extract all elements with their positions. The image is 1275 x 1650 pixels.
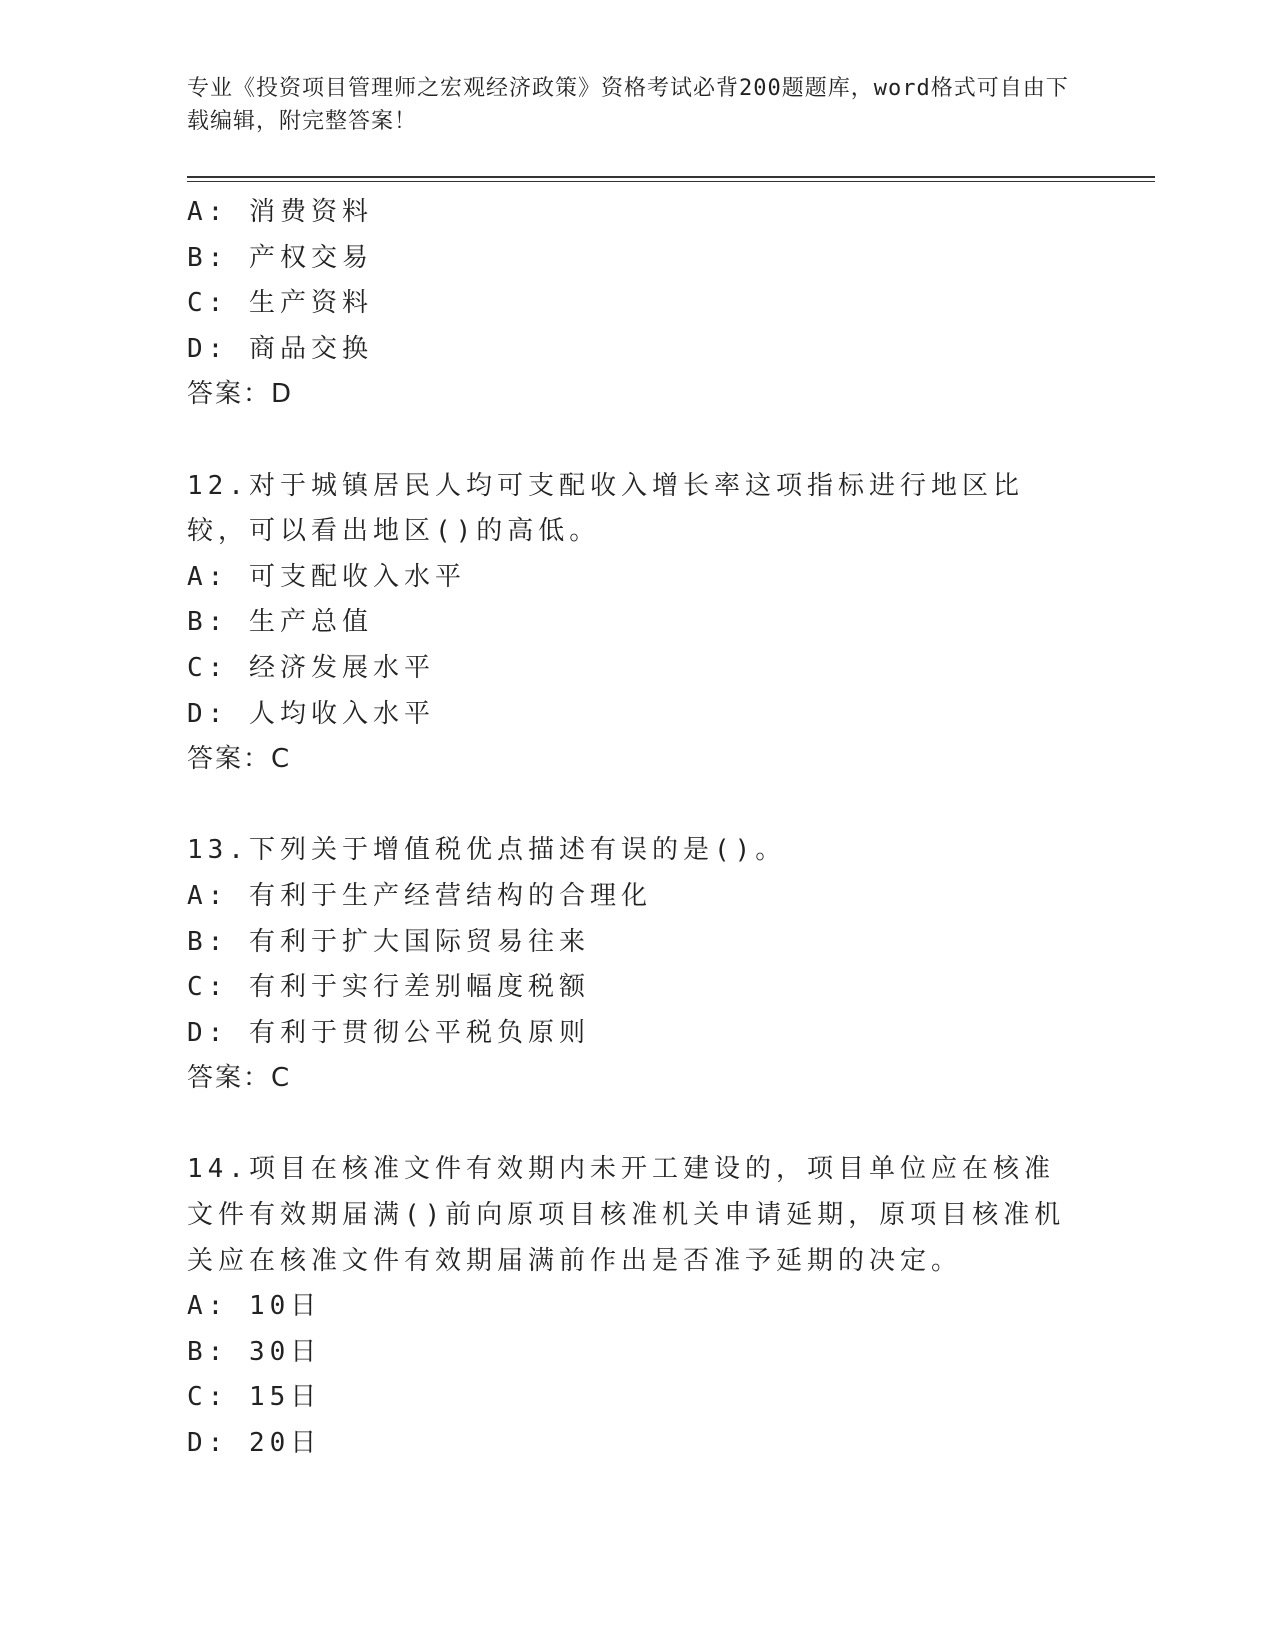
question-text: 12.对于城镇居民人均可支配收入增长率这项指标进行地区比较，可以看出地区()的高低。 (187, 470, 1024, 547)
document-title: 专业《投资项目管理师之宏观经济政策》资格考试必背200题题库，word格式可自由下载编辑，附完整答案！ (187, 76, 1069, 134)
option-b: B: 有利于扩大国际贸易往来 (187, 926, 590, 957)
question-block (187, 828, 1087, 1102)
option-c: C: 有利于实行差别幅度税额 (187, 972, 590, 1003)
option-c: C: 经济发展水平 (187, 652, 435, 683)
question-text: 13.下列关于增值税优点描述有误的是()。 (187, 835, 787, 866)
option-b: B: 30日 (187, 1336, 322, 1367)
option-b: B: 产权交易 (187, 242, 373, 273)
header-divider (187, 176, 1155, 178)
option-d: D: 20日 (187, 1428, 322, 1459)
question-list (187, 190, 1087, 1467)
question-block (187, 464, 1087, 783)
question-block (187, 190, 1087, 418)
option-a: A: 可支配收入水平 (187, 561, 466, 592)
header-divider-thin (187, 181, 1155, 182)
option-d: D: 商品交换 (187, 333, 373, 364)
answer-line: 答案：C (187, 744, 292, 775)
option-a: A: 消费资料 (187, 197, 373, 227)
option-a: A: 10日 (187, 1291, 322, 1322)
question-block (187, 1147, 1087, 1466)
answer-line: 答案：D (187, 379, 294, 410)
option-c: C: 生产资料 (187, 288, 373, 319)
answer-line: 答案：C (187, 1063, 292, 1094)
option-d: D: 有利于贯彻公平税负原则 (187, 1017, 590, 1048)
option-c: C: 15日 (187, 1382, 322, 1413)
option-a: A: 有利于生产经营结构的合理化 (187, 880, 652, 911)
option-d: D: 人均收入水平 (187, 698, 435, 729)
question-text: 14.项目在核准文件有效期内未开工建设的，项目单位应在核准文件有效期届满()前向原项目核准机关申请延期，原项目核准机关应在核准文件有效期届满前作出是否准予延期的决定。 (187, 1154, 1066, 1276)
option-b: B: 生产总值 (187, 607, 373, 638)
